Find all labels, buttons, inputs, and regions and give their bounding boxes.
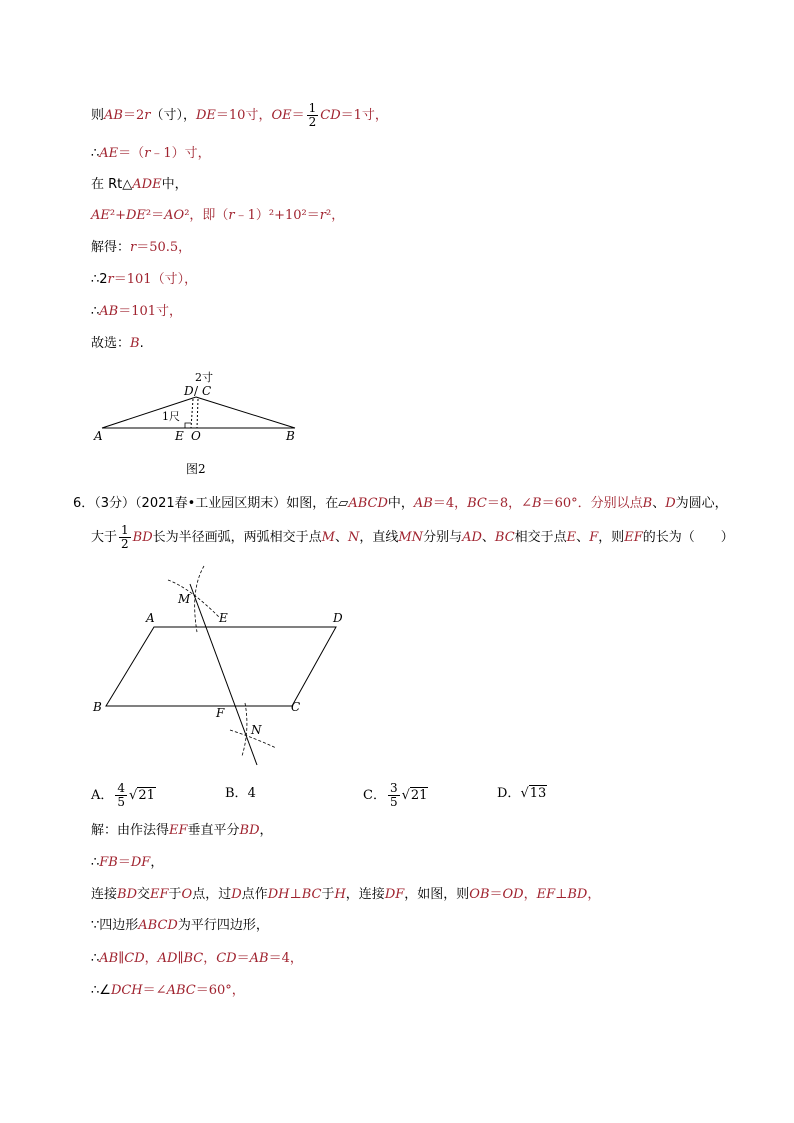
sqrt-21: √21 (129, 788, 155, 803)
line-cb (196, 397, 295, 428)
label-c: C (202, 384, 212, 398)
label-o: O (191, 429, 201, 443)
label-2cun: 2寸 (195, 371, 213, 384)
q6-solution-line-4: ∵四边形ABCD为平行四边形， (91, 918, 269, 933)
option-d[interactable]: D．√13 (497, 786, 547, 801)
solution-line-2: ∴AE＝（r﹣1）寸， (91, 146, 211, 161)
solution-line-6: ∴2r＝101（寸）， (91, 272, 198, 287)
label-slash: / (194, 384, 199, 398)
fraction-one-half: $\frac{1}{2}$ (308, 101, 317, 129)
label-a: A (94, 429, 103, 443)
option-c[interactable]: C． $\frac{3}{5}$ √21 (363, 781, 428, 809)
label-e: E (175, 429, 184, 443)
solution-line-8: 故选：B. (91, 336, 144, 351)
fraction-4-5: $\frac{4}{5}$ (117, 781, 126, 809)
label-d: D (333, 611, 343, 625)
option-b[interactable]: B．4 (225, 786, 256, 801)
solution-line-5: 解得：r＝50.5， (91, 240, 192, 255)
label-1chi: 1尺 (162, 410, 180, 423)
question-6-line-1: 6．（3分）（2021春•工业园区期末）如图，在▱ABCD中，AB＝4，BC＝8，∠B＝60°．分别以点B、D为圆心， (73, 496, 728, 511)
q6-solution-line-1: 解：由作法得EF垂直平分BD， (91, 823, 273, 838)
right-angle-mark (185, 423, 191, 428)
fraction-one-half-q6: $\frac{1}{2}$ (121, 523, 129, 551)
label-c: C (291, 700, 301, 714)
solution-line-4: AE²+DE²＝AO²，即（r﹣1）²+10²＝r²， (91, 208, 345, 223)
label-f: F (216, 706, 225, 720)
sqrt-21-c: √21 (401, 788, 428, 803)
q6-solution-line-5: ∴AB∥CD，AD∥BC，CD＝AB＝4， (91, 951, 303, 966)
fraction-3-5: $\frac{3}{5}$ (389, 781, 398, 809)
solution-line-1: 则AB＝2r（寸），DE＝10寸，OE＝ $\frac{1}{2}$ CD＝1寸， (91, 101, 388, 129)
question-6-line-2: 大于 $\frac{1}{2}$ BD长为半径画弧，两弧相交于点M、N，直线MN分别与AD、BC相交于点E、F，则EF的长为（ ） (91, 523, 734, 551)
line-co (197, 399, 198, 428)
q6-solution-line-6: ∴∠DCH＝∠ABC＝60°， (91, 983, 245, 998)
label-e: E (219, 611, 228, 625)
arc-top-1 (168, 580, 220, 618)
figure-2 (80, 362, 320, 482)
line-de (191, 399, 193, 428)
q6-solution-line-2: ∴FB＝DF， (91, 855, 164, 870)
q6-solution-line-3: 连接BD交EF于O点，过D点作DH⊥BC于H，连接DF，如图，则OB＝OD，EF⊥BD， (91, 887, 601, 902)
option-a[interactable]: A． $\frac{4}{5}$ √21 (91, 781, 155, 809)
label-m: M (178, 592, 191, 606)
line-ad (102, 397, 196, 428)
label-b: B (286, 429, 295, 443)
label-a: A (146, 611, 155, 625)
label-d: D (184, 384, 194, 398)
question-number: 6． (73, 496, 95, 511)
label-b: B (93, 700, 102, 714)
solution-line-7: ∴AB＝101寸， (91, 304, 183, 319)
label-n: N (251, 723, 262, 737)
solution-line-3: 在 Rt△ADE中， (91, 177, 188, 192)
figure-6-parallelogram (80, 560, 360, 775)
figure-caption: 图2 (186, 462, 206, 476)
sqrt-13: √13 (520, 786, 547, 801)
arc-bottom-2 (242, 703, 247, 756)
